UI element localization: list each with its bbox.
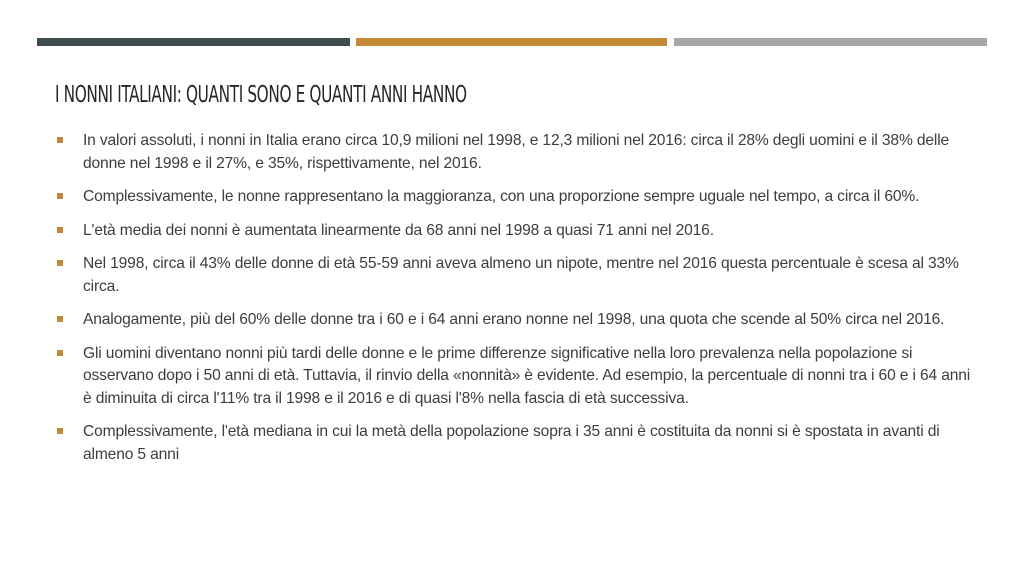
bullet-text: Nel 1998, circa il 43% delle donne di età 55-59 anni aveva almeno un nipote, mentre nel 2016 questa percentuale è scesa al 33% circa. [83,255,959,295]
bullet-text: In valori assoluti, i nonni in Italia erano circa 10,9 milioni nel 1998, e 12,3 milioni nel 2016: circa il 28% degli uomini e il 38% delle donne nel 1998 e il 27%, e 35%, rispettivamente, nel 2016. [83,132,950,172]
bullet-list [52,130,972,477]
bullet-item [52,421,972,466]
square-bullet-icon [57,227,63,233]
bullet-text: Complessivamente, le nonne rappresentano la maggioranza, con una proporzione sempre uguale nel tempo, a circa il 60%. [83,188,920,205]
bullet-text: Complessivamente, l'età mediana in cui la metà della popolazione sopra i 35 anni è costituita da nonni si è spostata in avanti di almeno 5 anni [83,423,940,463]
square-bullet-icon [57,193,63,199]
bullet-item [52,186,972,209]
header-bar-dark [37,38,350,46]
bullet-item [52,309,972,332]
square-bullet-icon [57,137,63,143]
bullet-item [52,253,972,298]
header-bar-gray [674,38,987,46]
square-bullet-icon [57,350,63,356]
square-bullet-icon [57,260,63,266]
bullet-text: Gli uomini diventano nonni più tardi delle donne e le prime differenze significative nella loro prevalenza nella popolazione si osservano dopo i 50 anni di età. Tuttavia, il rinvio della «nonnità» è evidente. Ad esempio, la percentuale di nonni tra i 60 e i 64 anni è diminuita di circa l'11% tra il 1998 e il 2016 e di quasi l'8% nella fascia di età successiva. [83,344,971,407]
bullet-text: Analogamente, più del 60% delle donne tra i 60 e i 64 anni erano nonne nel 1998, una quota che scende al 50% circa nel 2016. [83,311,945,328]
header-decoration-bars [37,38,987,46]
header-bar-gold [356,38,667,46]
bullet-item [52,220,972,243]
slide-title: I NONNI ITALIANI: QUANTI SONO E QUANTI ANNI HANNO [55,82,467,108]
square-bullet-icon [57,428,63,434]
bullet-text: L'età media dei nonni è aumentata linearmente da 68 anni nel 1998 a quasi 71 anni nel 2016. [83,221,714,239]
square-bullet-icon [57,316,63,322]
bullet-item [52,343,972,411]
bullet-item [52,130,972,175]
